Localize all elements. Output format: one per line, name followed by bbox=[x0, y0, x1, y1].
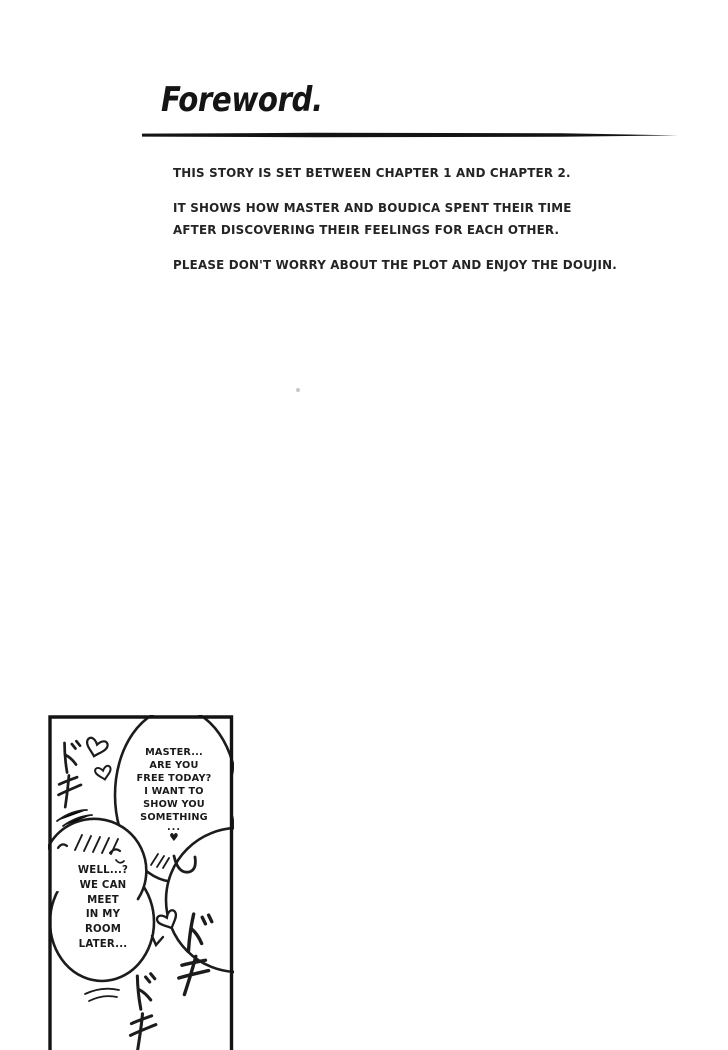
paragraph-line: IT SHOWS HOW MASTER AND BOUDICA SPENT THEIR TIME bbox=[173, 200, 572, 215]
sfx-doki-1 bbox=[57, 741, 83, 808]
bubble-line: SOMETHING bbox=[140, 812, 208, 823]
bubble-line: LATER... bbox=[78, 937, 128, 950]
paragraph-line: PLEASE DON'T WORRY ABOUT THE PLOT AND ENJOY THE DOUJIN. bbox=[173, 257, 617, 272]
bubble-line: WE CAN bbox=[79, 878, 127, 891]
bubble-line: MEET bbox=[87, 893, 119, 906]
bubble-line: WELL...? bbox=[77, 864, 129, 876]
title-underline bbox=[142, 132, 682, 140]
speech-bubble-1-text bbox=[120, 746, 229, 844]
bubble-line: I WANT TO bbox=[144, 786, 204, 797]
sfx-doki-3 bbox=[129, 973, 158, 1049]
heart-outline-icon bbox=[95, 765, 113, 781]
bubble-line: SHOW YOU bbox=[143, 799, 205, 810]
bubble-line: ROOM bbox=[84, 923, 122, 936]
solid-heart-icon: ♥ bbox=[169, 831, 179, 844]
paragraph-line: AFTER DISCOVERING THEIR FEELINGS FOR EACH OTHER. bbox=[173, 222, 560, 237]
speech-bubble-2-text bbox=[59, 863, 146, 952]
page-title: Foreword. bbox=[161, 80, 323, 120]
paragraph bbox=[173, 162, 629, 184]
check-doodle-icon bbox=[152, 936, 163, 945]
ellipsis-dots: ... bbox=[167, 822, 181, 833]
comic-panel bbox=[48, 715, 234, 1050]
paragraph bbox=[173, 254, 629, 276]
bubble-line: ARE YOU bbox=[149, 760, 199, 771]
bubble-line: MASTER... bbox=[145, 747, 203, 758]
foreword-text bbox=[173, 162, 629, 289]
paragraph-line: THIS STORY IS SET BETWEEN CHAPTER 1 AND CHAPTER 2. bbox=[173, 165, 571, 180]
scan-artifact-dot bbox=[296, 388, 300, 392]
heart-outline-icon bbox=[84, 737, 109, 759]
paragraph bbox=[173, 197, 629, 241]
bubble-line: FREE TODAY? bbox=[136, 773, 212, 784]
motion-lines-icon bbox=[85, 989, 119, 1001]
bubble-line: IN MY bbox=[85, 908, 121, 921]
